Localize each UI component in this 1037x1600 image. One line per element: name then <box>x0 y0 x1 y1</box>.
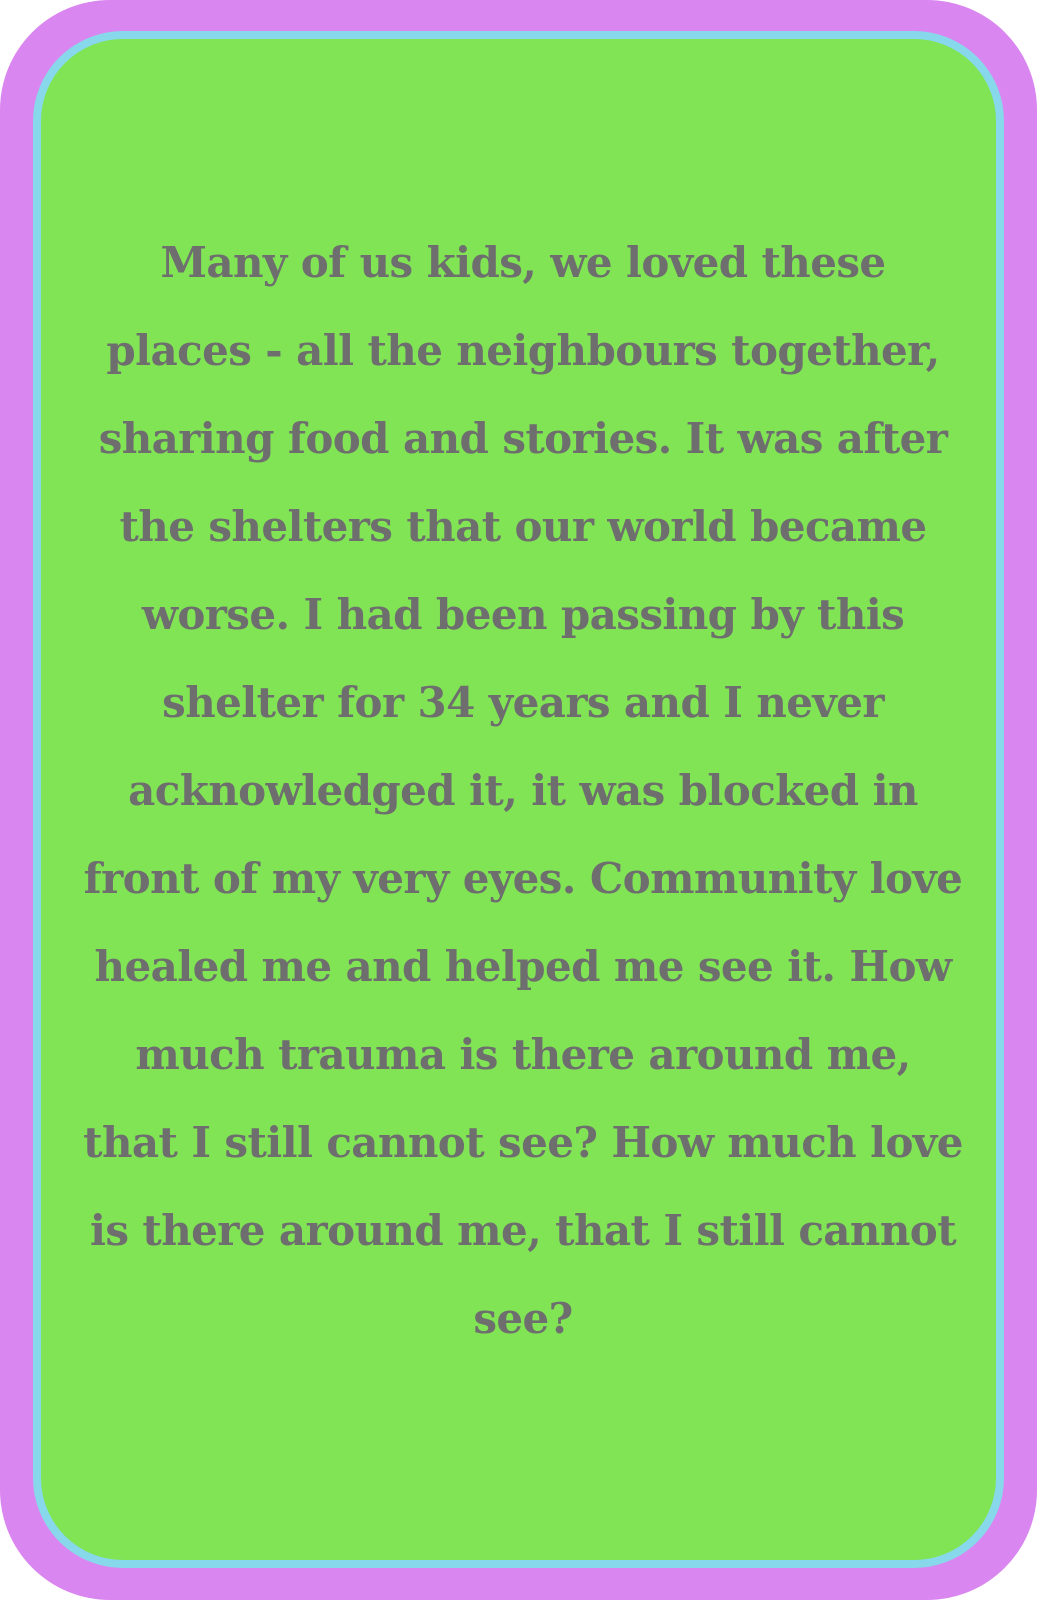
quote-text: Many of us kids, we loved these places - all the neighbours together, sharing food and stories. It was after the shelters that our world became worse. I had been passing by this shelter for 34 years and I never acknowledged it, it was blocked in front of my very eyes. Community love healed me and helped me see it. How much trauma is there around me, that I still cannot see? How much love is there around me, that I still cannot see? <box>83 238 963 1343</box>
card-inner-panel <box>33 31 1004 1568</box>
